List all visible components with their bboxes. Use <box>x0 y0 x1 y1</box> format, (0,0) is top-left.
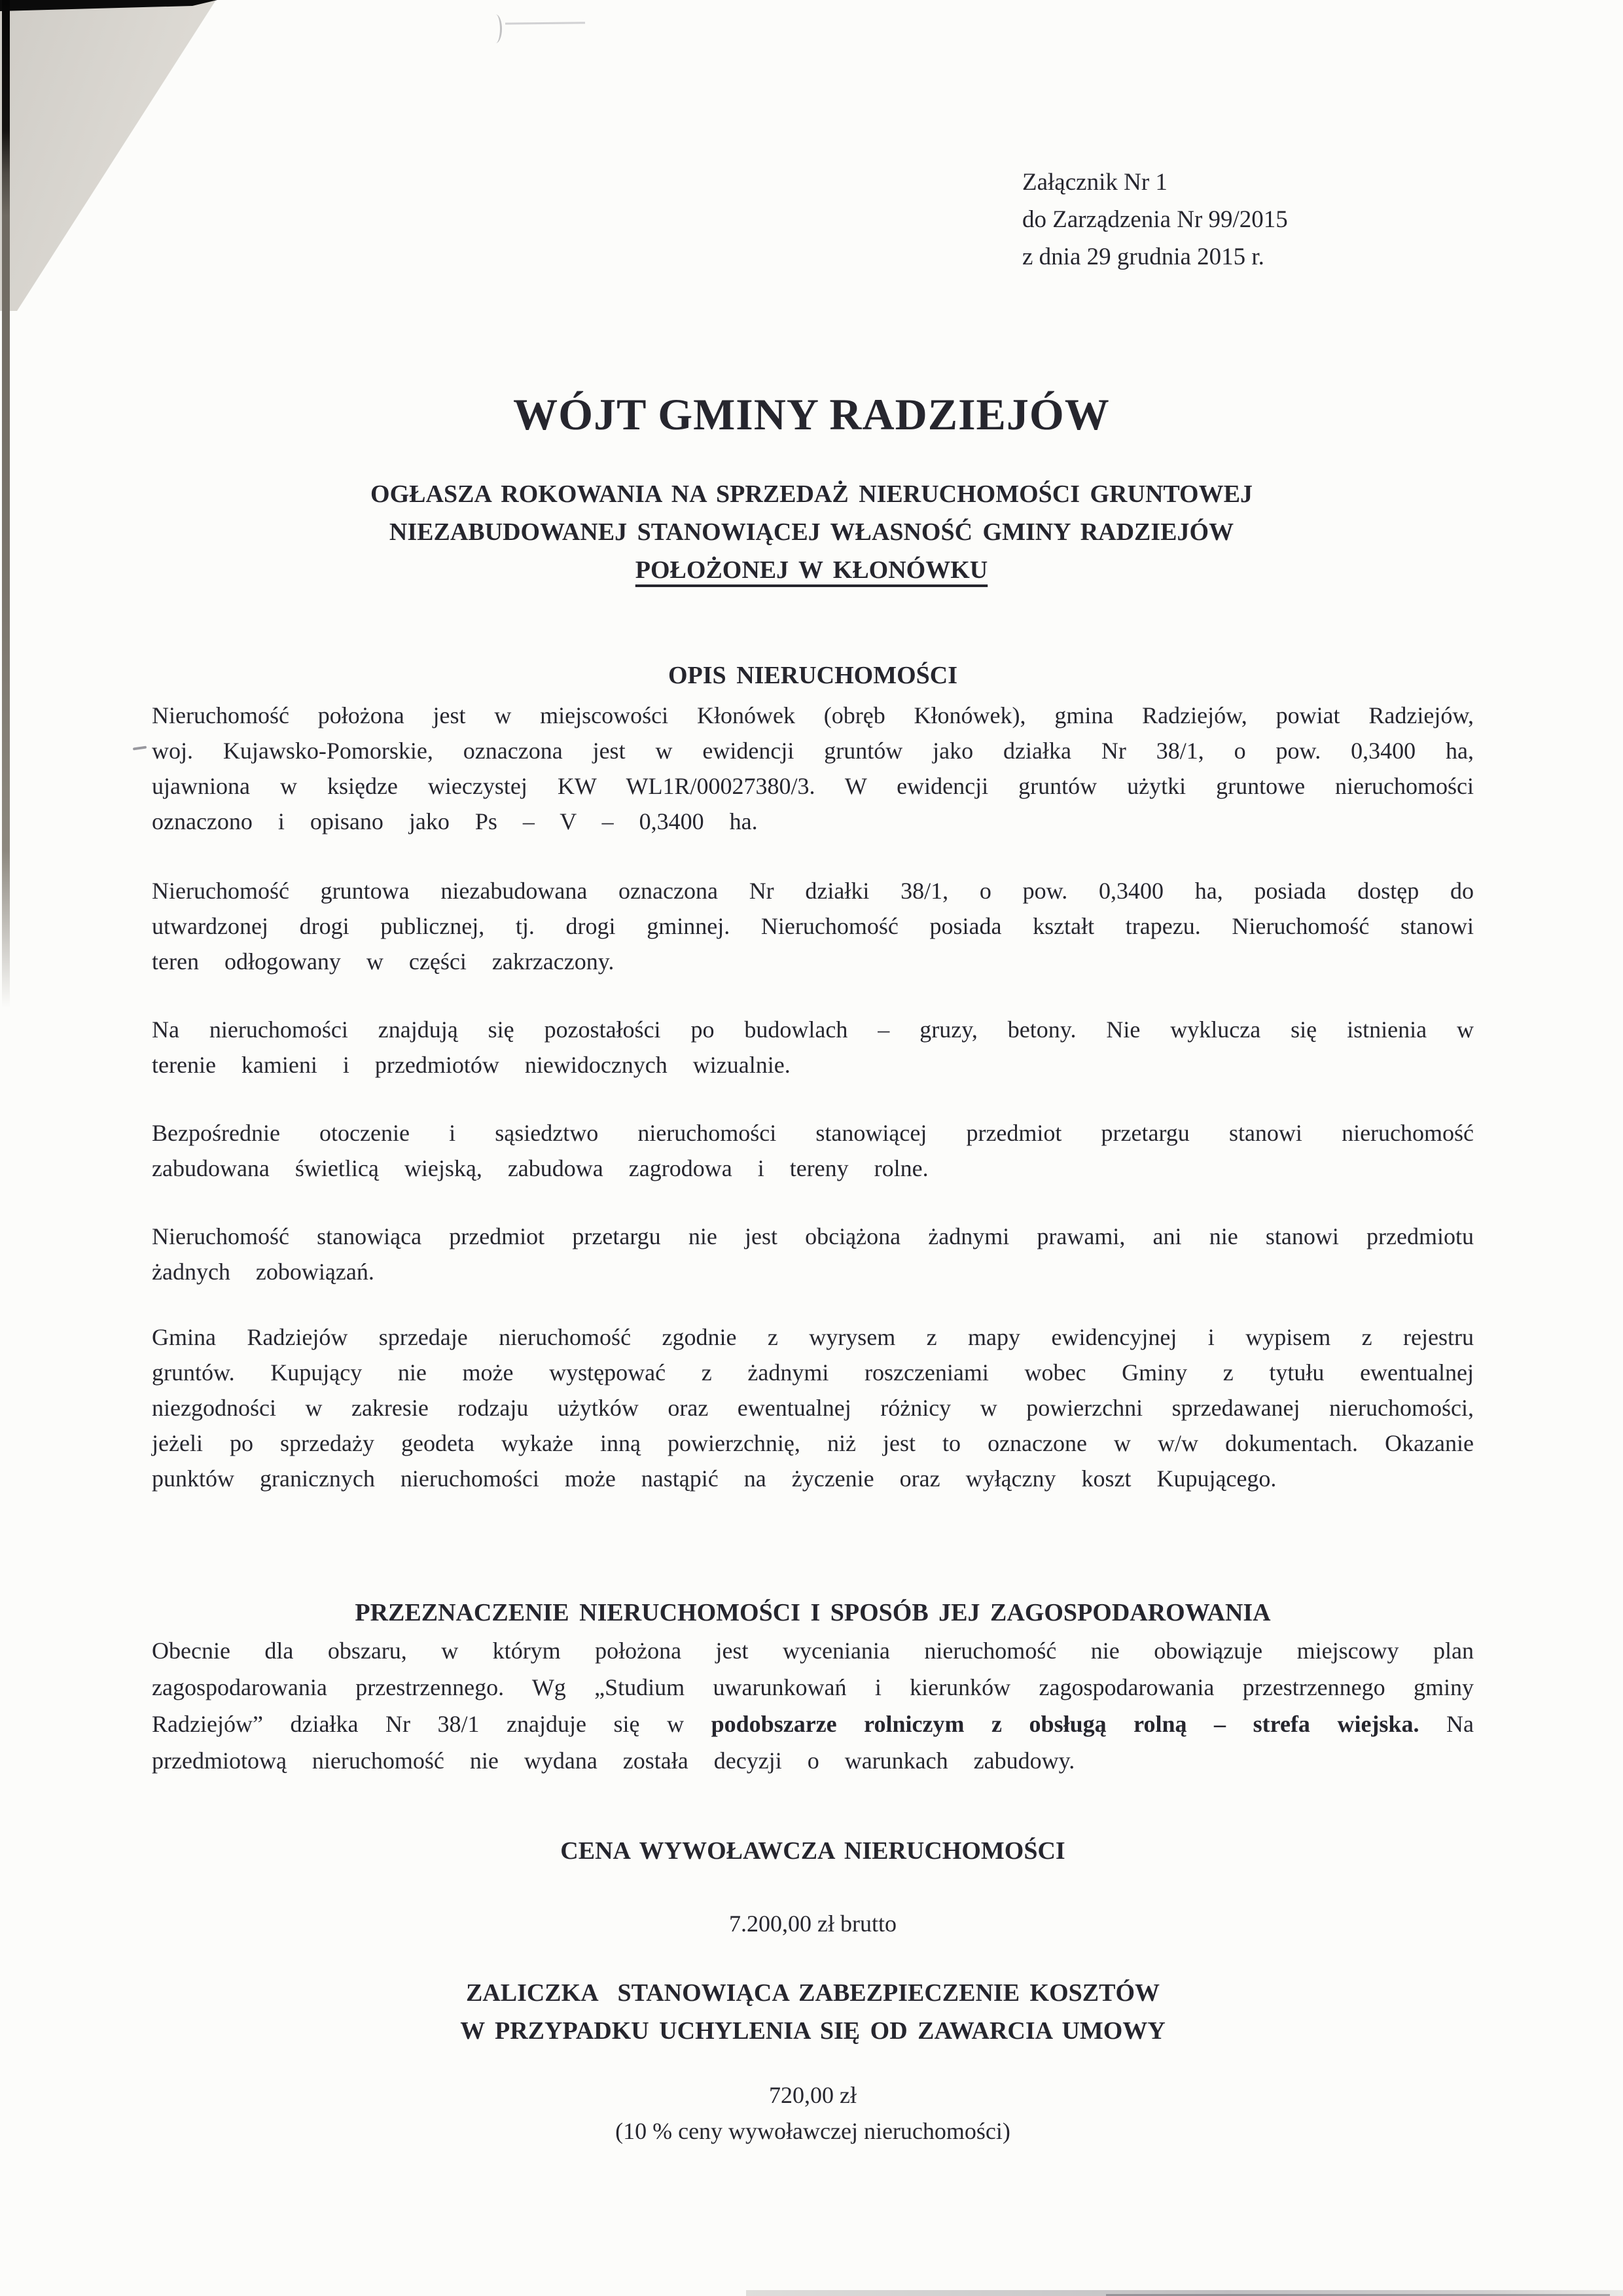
attachment-line-3: z dnia 29 grudnia 2015 r. <box>1022 243 1264 270</box>
advance-note: (10 % ceny wywoławczej nieruchomości) <box>615 2118 1010 2144</box>
advance-heading-line-1: ZALICZKA STANOWIĄCA ZABEZPIECZENIE KOSZTÓW <box>465 1979 1160 2007</box>
paragraph-property-remains: Na nieruchomości znajdują się pozostałości po budowlach – gruzy, betony. Nie wyklucza się istnienia w terenie kamieni i przedmiotów niewidocznych wizualnie. <box>152 1016 1474 1078</box>
paragraph-property-vicinity: Bezpośrednie otoczenie i sąsiedztwo nieruchomości stanowiącej przedmiot przetargu stanowi nieruchomość zabudowana świetlicą wiejską, zabudowa zagrodowa i tereny rolne. <box>152 1120 1474 1181</box>
paragraph-designation <box>152 1632 1474 1779</box>
section-heading-designation: PRZEZNACZENIE NIERUCHOMOŚCI I SPOSÓB JEJ ZAGOSPODAROWANIA <box>355 1599 1271 1626</box>
subtitle-line-1: OGŁASZA ROKOWANIA NA SPRZEDAŻ NIERUCHOMOŚCI GRUNTOWEJ <box>370 480 1253 508</box>
designation-text-after: Na przedmiotową nieruchomość nie wydana została decyzji o warunkach zabudowy. <box>152 1711 1474 1774</box>
paragraph-property-access: Nieruchomość gruntowa niezabudowana oznaczona Nr działki 38/1, o pow. 0,3400 ha, posiada dostęp do utwardzonej drogi publicznej, tj. drogi gminnej. Nieruchomość posiada kształt trapezu. Nieruchomość stanowi teren odłogowany w części zakrzaczony. <box>152 878 1474 975</box>
designation-text-bold: podobszarze rolniczym z obsługą rolną – strefa wiejska. <box>711 1711 1419 1737</box>
advance-amount: 720,00 zł <box>769 2082 857 2108</box>
scan-artifact-margin-dash <box>133 746 147 751</box>
attachment-reference <box>1022 164 1288 276</box>
attachment-line-2: do Zarządzenia Nr 99/2015 <box>1022 206 1288 233</box>
designation-text-before: Obecnie dla obszaru, w którym położona jest wyceniania nieruchomość nie obowiązuje miejscowy plan zagospodarowania przestrzennego. Wg „Studium uwarunkowań i kierunków zagospodarowania przestrzennego gminy Radziejów” działka Nr 38/1 znajduje się w <box>152 1638 1474 1737</box>
scan-artifact-corner-triangle <box>0 0 223 311</box>
announcement-subtitle <box>0 475 1623 589</box>
starting-price-amount: 7.200,00 zł brutto <box>729 1910 897 1937</box>
section-heading-property-description: OPIS NIERUCHOMOŚCI <box>668 662 957 689</box>
paragraph-property-encumbrance: Nieruchomość stanowiąca przedmiot przetargu nie jest obciążona żadnymi prawami, ani nie stanowi przedmiotu żadnych zobowiązań. <box>152 1223 1474 1285</box>
subtitle-line-3: POŁOŻONEJ W KŁONÓWKU <box>635 556 988 584</box>
document-title: WÓJT GMINY RADZIEJÓW <box>513 389 1110 439</box>
advance-heading-line-2: W PRZYPADKU UCHYLENIA SIĘ OD ZAWARCIA UMOWY <box>460 2017 1166 2045</box>
scan-artifact-pen-mark <box>490 14 502 43</box>
section-heading-starting-price: CENA WYWOŁAWCZA NIERUCHOMOŚCI <box>560 1837 1065 1865</box>
subtitle-line-2: NIEZABUDOWANEJ STANOWIĄCEJ WŁASNOŚĆ GMINY RADZIEJÓW <box>389 518 1234 546</box>
paragraph-sale-conditions: Gmina Radziejów sprzedaje nieruchomość zgodnie z wyrysem z mapy ewidencyjnej i wypisem z rejestru gruntów. Kupujący nie może występować z żadnymi roszczeniami wobec Gminy z tytułu ewentualnej niezgodności w zakresie rodzaju użytków oraz ewentualnej różnicy w powierzchni sprzedawanej nieruchomości, jeżeli po sprzedaży geodeta wykaże inną powierzchnię, niż jest to oznaczone w w/w dokumentach. Okazanie punktów granicznych nieruchomości może nastąpić na życzenie oraz wyłączny koszt Kupującego. <box>152 1324 1474 1492</box>
scan-artifact-pen-line <box>505 22 585 24</box>
section-heading-advance-payment <box>152 1974 1474 2050</box>
paragraph-property-location: Nieruchomość położona jest w miejscowości Kłonówek (obręb Kłonówek), gmina Radziejów, powiat Radziejów, woj. Kujawsko-Pomorskie, oznaczona jest w ewidencji gruntów jako działka Nr 38/1, o pow. 0,3400 ha, ujawniona w księdze wieczystej KW WL1R/00027380/3. W ewidencji gruntów użytki gruntowe nieruchomości oznaczono i opisano jako Ps – V – 0,3400 ha. <box>152 702 1474 834</box>
attachment-line-1: Załącznik Nr 1 <box>1022 169 1168 196</box>
